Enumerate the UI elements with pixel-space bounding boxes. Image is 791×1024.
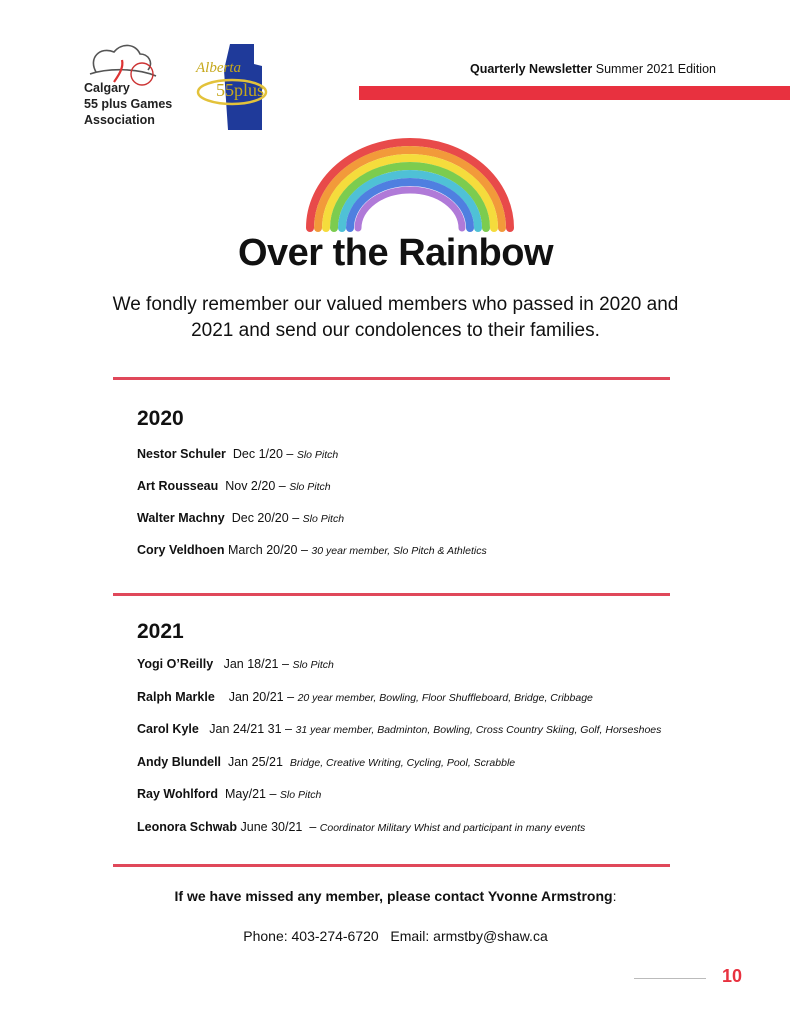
separator: – — [309, 820, 317, 834]
footer-rule — [634, 978, 706, 979]
separator: – — [278, 479, 286, 493]
member-name: Nestor Schuler — [137, 447, 226, 461]
memorial-entry — [137, 543, 487, 557]
memorial-entry — [137, 690, 593, 704]
newsletter-edition: Summer 2021 Edition — [595, 62, 716, 76]
separator: – — [282, 657, 289, 671]
separator: – — [292, 511, 300, 525]
member-date: Dec 20/20 — [231, 511, 289, 525]
member-date: May/21 — [224, 787, 266, 801]
memorial-entry — [137, 511, 344, 525]
separator: – — [285, 722, 292, 736]
contact-text: If we have missed any member, please contact Yvonne Armstrong — [174, 888, 613, 904]
member-note: Slo Pitch — [289, 481, 331, 493]
member-note: 31 year member, Badminton, Bowling, Cross Country Skiing, Golf, Horseshoes — [295, 724, 662, 736]
separator: – — [300, 543, 308, 557]
member-name: Yogi O’Reilly — [137, 657, 214, 671]
divider — [113, 593, 670, 596]
memorial-entry — [137, 755, 515, 769]
member-note: Slo Pitch — [296, 449, 339, 461]
member-note: 20 year member, Bowling, Floor Shuffleboard, Bridge, Cribbage — [297, 692, 593, 704]
year-heading-2021: 2021 — [137, 620, 184, 643]
member-note: Bridge, Creative Writing, Cycling, Pool, Scrabble — [289, 757, 516, 769]
page-number: 10 — [722, 966, 743, 986]
separator: – — [269, 787, 277, 801]
member-date: Jan 18/21 — [223, 657, 279, 671]
alberta-logo-word: Alberta — [196, 60, 241, 76]
separator: – — [286, 447, 294, 461]
member-name: Carol Kyle — [137, 722, 199, 736]
memorial-entry — [137, 479, 331, 493]
newsletter-title — [470, 62, 716, 76]
member-name: Art Rousseau — [137, 479, 219, 493]
alberta-55plus-logo — [192, 40, 282, 134]
year-heading-2020: 2020 — [137, 407, 184, 430]
calgary-55plus-logo — [78, 38, 188, 130]
memorial-entry — [137, 447, 338, 461]
member-name: Andy Blundell — [137, 755, 222, 769]
alberta-logo-number: 55plus — [216, 80, 265, 100]
newsletter-name: Quarterly Newsletter — [470, 62, 593, 76]
contact-details: Phone: 403-274-6720 Email: armstby@shaw.ca — [243, 928, 548, 944]
member-date: March 20/20 — [228, 543, 298, 557]
rainbow-illustration — [302, 136, 518, 236]
member-note: Slo Pitch — [279, 789, 322, 801]
separator: – — [287, 690, 295, 704]
member-date: Jan 25/21 — [227, 755, 283, 769]
member-note: Coordinator Military Whist and participant in many events — [319, 822, 586, 834]
contact-message — [0, 888, 791, 904]
member-note: 30 year member, Slo Pitch & Athletics — [311, 545, 487, 557]
contact-colon: : — [612, 888, 617, 904]
member-name: Cory Veldhoen — [137, 543, 225, 557]
member-date: June 30/21 — [240, 820, 303, 834]
header-accent-bar — [359, 86, 790, 100]
intro-text: We fondly remember our valued members who passed in 2020 and 2021 and send our condolences to their families. — [112, 294, 679, 341]
member-date: Jan 24/21 31 — [209, 722, 282, 736]
member-name: Leonora Schwab — [137, 820, 238, 834]
calgary-org-name: Calgary 55 plus Games Association — [84, 81, 173, 127]
alberta-province-icon — [192, 40, 282, 134]
divider — [113, 377, 670, 380]
memorial-entry — [137, 657, 334, 671]
member-date: Jan 20/21 — [228, 690, 284, 704]
member-name: Ray Wohlford — [137, 787, 219, 801]
memorial-entry — [137, 820, 585, 834]
memorial-entry — [137, 722, 661, 736]
member-name: Walter Machny — [137, 511, 225, 525]
page-title: Over the Rainbow — [237, 232, 554, 274]
memorial-entry — [137, 787, 321, 801]
member-note: Slo Pitch — [292, 659, 334, 671]
member-note: Slo Pitch — [302, 513, 345, 525]
divider — [113, 864, 670, 867]
member-date: Nov 2/20 — [225, 479, 276, 493]
member-name: Ralph Markle — [137, 690, 215, 704]
member-date: Dec 1/20 — [232, 447, 283, 461]
